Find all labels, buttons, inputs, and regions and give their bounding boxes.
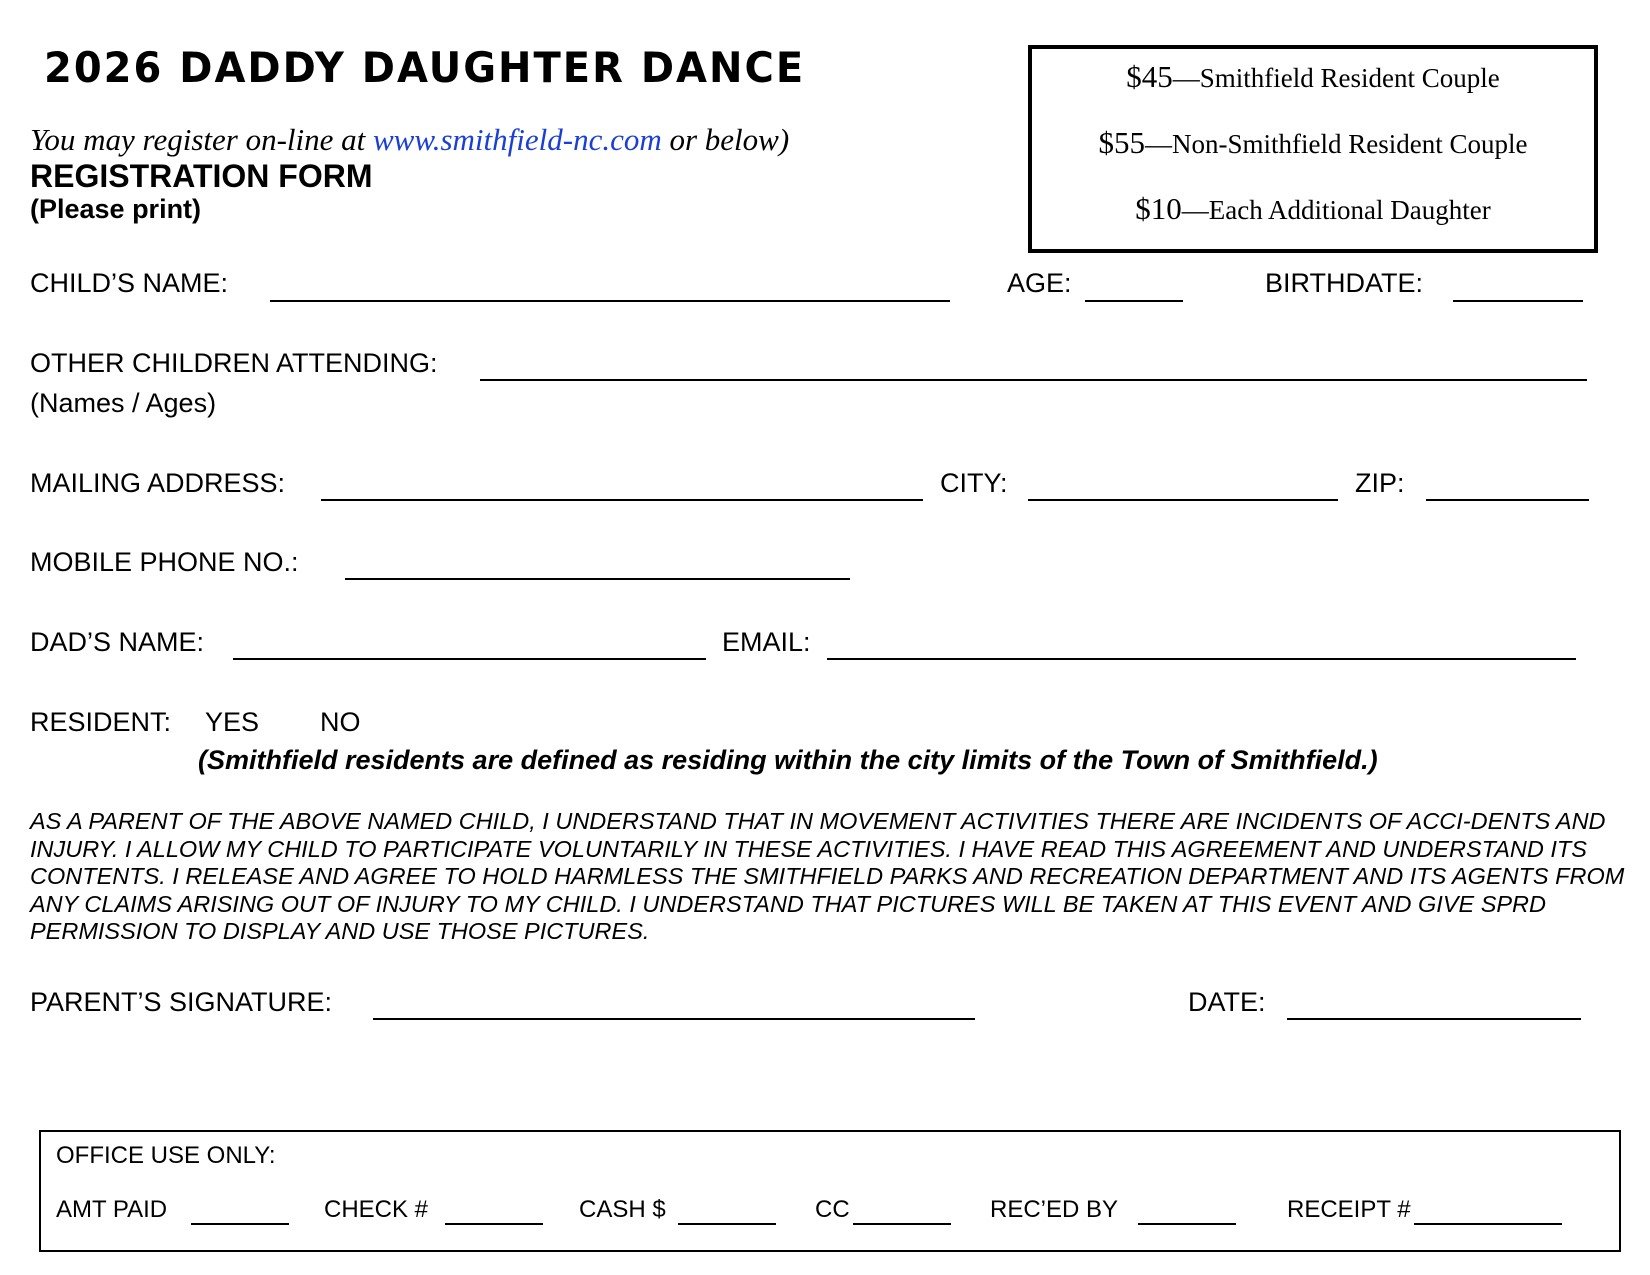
online-registration-note — [30, 122, 789, 158]
price-amount: $55 — [1098, 125, 1145, 160]
page-title: 2026 DADDY DAUGHTER DANCE — [44, 44, 806, 93]
office-use-title: OFFICE USE ONLY: — [56, 1142, 276, 1169]
price-amount: $45 — [1126, 59, 1173, 94]
mobile-phone-label: MOBILE PHONE NO.: — [30, 547, 299, 577]
zip-field[interactable] — [1426, 499, 1589, 501]
mobile-phone-field[interactable] — [345, 578, 850, 580]
email-field[interactable] — [827, 658, 1576, 660]
reced-by-label: REC’ED BY — [990, 1196, 1119, 1223]
check-number-label: CHECK # — [324, 1196, 429, 1223]
resident-label: RESIDENT: — [30, 707, 172, 737]
resident-yes-option[interactable]: YES — [205, 707, 260, 737]
cash-label: CASH $ — [579, 1196, 666, 1223]
parent-signature-label: PARENT’S SIGNATURE: — [30, 987, 333, 1017]
price-non-resident — [1032, 125, 1594, 161]
form-title: REGISTRATION FORM — [30, 158, 373, 194]
price-additional-daughter — [1032, 191, 1594, 227]
age-field[interactable] — [1085, 300, 1183, 302]
office-use-box — [39, 1130, 1621, 1252]
cc-label: CC — [815, 1196, 850, 1223]
price-label: —Smithfield Resident Couple — [1172, 63, 1500, 93]
other-children-field[interactable] — [480, 379, 1587, 381]
child-name-label: CHILD’S NAME: — [30, 268, 229, 298]
price-label: —Each Additional Daughter — [1181, 195, 1491, 225]
receipt-number-field[interactable] — [1414, 1223, 1562, 1225]
zip-label: ZIP: — [1355, 468, 1405, 498]
birthdate-label: BIRTHDATE: — [1265, 268, 1424, 298]
other-children-hint: (Names / Ages) — [30, 388, 217, 418]
price-amount: $10 — [1135, 191, 1182, 226]
email-label: EMAIL: — [722, 627, 811, 657]
birthdate-field[interactable] — [1453, 300, 1583, 302]
dads-name-label: DAD’S NAME: — [30, 627, 205, 657]
receipt-number-label: RECEIPT # — [1287, 1196, 1411, 1223]
resident-no-option[interactable]: NO — [320, 707, 361, 737]
date-field[interactable] — [1287, 1018, 1581, 1020]
resident-definition-note: (Smithfield residents are defined as residing within the city limits of the Town of Smithfield.) — [198, 745, 1378, 775]
child-name-field[interactable] — [270, 300, 950, 302]
check-number-field[interactable] — [445, 1223, 543, 1225]
website-link[interactable]: www.smithfield-nc.com — [373, 122, 662, 157]
cc-field[interactable] — [853, 1223, 951, 1225]
age-label: AGE: — [1007, 268, 1072, 298]
other-children-label: OTHER CHILDREN ATTENDING: — [30, 348, 438, 378]
liability-waiver-text: AS A PARENT OF THE ABOVE NAMED CHILD, I UNDERSTAND THAT IN MOVEMENT ACTIVITIES THERE ARE INCIDENTS OF ACCI-DENTS AND INJURY. I ALLOW MY CHILD TO PARTICIPATE VOLUNTARILY IN THESE ACTIVITIES. I HAVE READ THIS AGREEMENT AND UNDERSTAND ITS CONTENTS. I RELEASE AND AGREE TO HOLD HARMLESS THE SMITHFIELD PARKS AND RECREATION DEPARTMENT AND ITS AGENTS FROM ANY CLAIMS ARISING OUT OF INJURY TO MY CHILD. I UNDERSTAND THAT PICTURES WILL BE TAKEN AT THIS EVENT AND GIVE SPRD PERMISSION TO DISPLAY AND USE THOSE PICTURES. — [30, 808, 1625, 944]
form-subtitle: (Please print) — [30, 194, 202, 224]
cash-field[interactable] — [678, 1223, 776, 1225]
pricing-box — [1028, 45, 1598, 253]
amt-paid-label: AMT PAID — [56, 1196, 168, 1223]
date-label: DATE: — [1188, 987, 1266, 1017]
amt-paid-field[interactable] — [191, 1223, 289, 1225]
dads-name-field[interactable] — [233, 658, 706, 660]
register-prefix: You may register on-line at — [30, 122, 373, 157]
price-resident — [1032, 59, 1594, 95]
mailing-address-field[interactable] — [321, 499, 923, 501]
register-suffix: or below) — [661, 122, 790, 157]
mailing-address-label: MAILING ADDRESS: — [30, 468, 286, 498]
price-label: —Non-Smithfield Resident Couple — [1145, 129, 1528, 159]
city-field[interactable] — [1028, 499, 1338, 501]
parent-signature-field[interactable] — [373, 1018, 975, 1020]
reced-by-field[interactable] — [1138, 1223, 1236, 1225]
city-label: CITY: — [940, 468, 1008, 498]
